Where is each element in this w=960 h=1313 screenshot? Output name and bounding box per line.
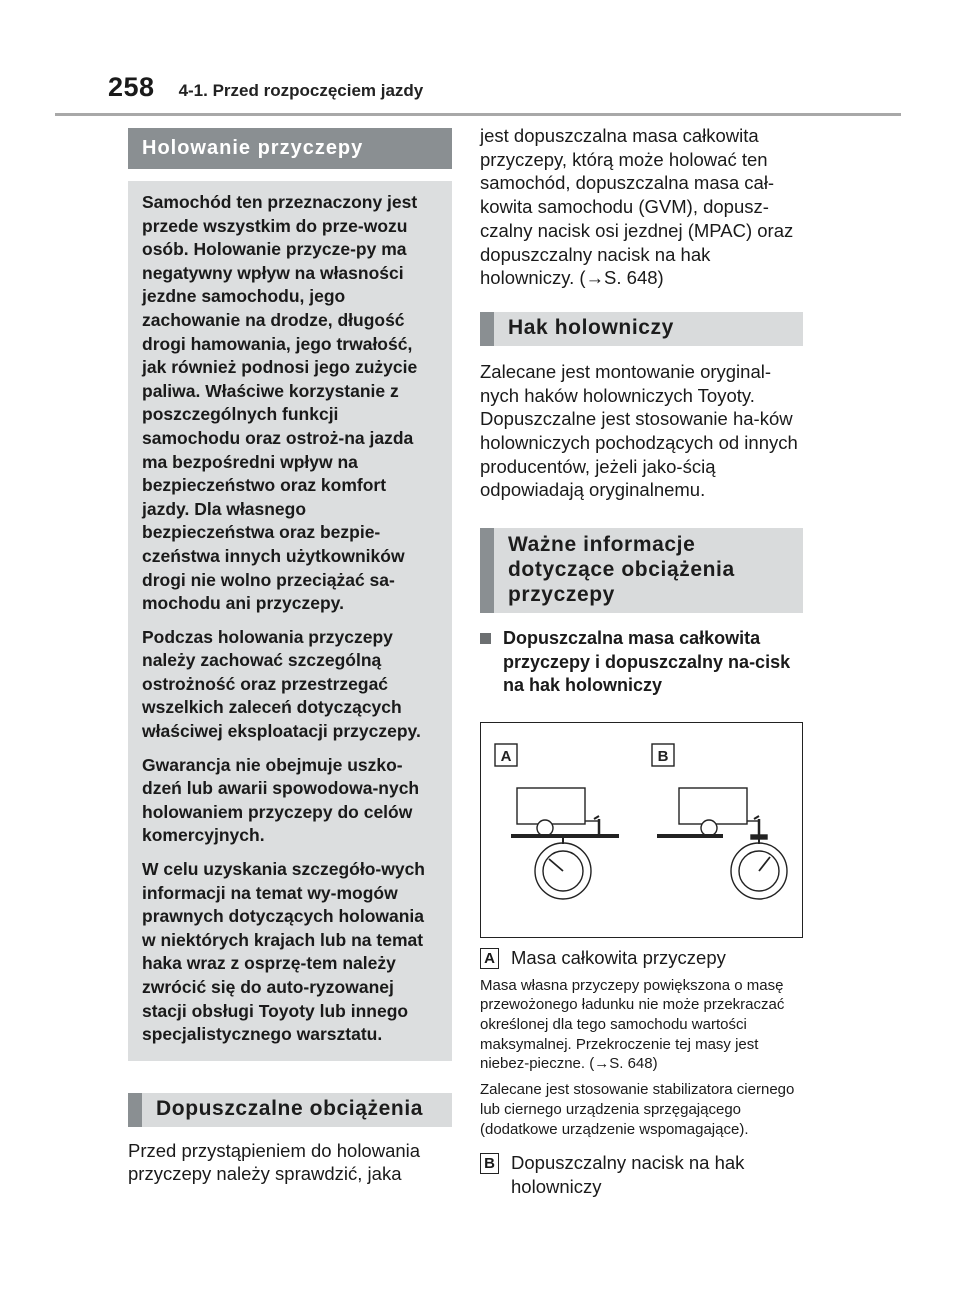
figure-label-b: B	[657, 747, 669, 765]
note-paragraph-4: W celu uzyskania szczegóło-wych informacji na temat wy-mogów prawnych dotyczących holowania w niektórych krajach lub na temat haka wraz z osprzę-tem należy zwrócić się do auto-ryzowanej stacji obsługi Toyoty lub innego specjalistycznego warsztatu.	[142, 859, 425, 1045]
definition-b-title: Dopuszczalny nacisk na hak holowniczy	[511, 1152, 745, 1197]
note-paragraph-1: Samochód ten przeznaczony jest przede wszystkim do prze-wozu osób. Holowanie przycze-py ma negatywny wpływ na własności jezdne samochodu, jego zachowanie na drodze, długość drogi hamowania, jego trwałość, jak również podnosi jego zużycie paliwa. Właściwe korzystanie z poszczególnych funkcji samochodu oraz ostroż-na jazda ma bezpośredni wpływ na bezpieczeństwo oraz komfort jazdy. Dla własnego bezpieczeństwa oraz bezpie-czeństwa innych użytkowników drogi nie wolno przeciążać sa-mochodu ani przyczepy.	[142, 192, 418, 614]
definition-b-label: B	[480, 1153, 499, 1174]
page-number: 258	[108, 72, 155, 102]
right-column	[480, 124, 803, 1199]
header-divider	[55, 113, 901, 116]
definition-a-label: A	[480, 948, 499, 969]
note-paragraph-3: Gwarancja nie obejmuje uszko-dzeń lub awarii spowodowa-nych holowaniem przyczepy do celów komercyjnych.	[142, 754, 420, 846]
figure-label-a: A	[500, 747, 512, 765]
trailer-b-wheel	[701, 820, 717, 836]
trailer-a-wheel	[537, 820, 553, 836]
loads-heading: Dopuszczalne obciążenia	[128, 1093, 452, 1127]
trailer-scale-illustration	[481, 723, 804, 939]
hitch-heading: Hak holowniczy	[480, 312, 803, 346]
towing-banner: Holowanie przyczepy	[128, 128, 452, 169]
towing-note-box	[128, 181, 452, 1061]
trailer-a-body	[517, 788, 585, 824]
bullet-text: Dopuszczalna masa całkowita przyczepy i dopuszczalny na-cisk na hak holowniczy	[503, 628, 791, 696]
load-info-heading: Ważne informacje dotyczące obciążenia przyczepy	[480, 528, 803, 613]
definition-b	[480, 1151, 803, 1198]
note-paragraph-2: Podczas holowania przyczepy należy zachować szczególną ostrożność oraz przestrzegać wszelkich zaleceń dotyczących właściwej eksploatacji przyczepy.	[142, 626, 421, 742]
bullet-item	[480, 627, 803, 698]
section-title: 4-1. Przed rozpoczęciem jazdy	[178, 81, 424, 100]
loads-text: Przed przystąpieniem do holowania przyczepy należy sprawdzić, jaka	[128, 1139, 421, 1185]
left-column	[128, 128, 452, 1186]
definition-a-title: Masa całkowita przyczepy	[511, 946, 726, 968]
page-header	[108, 72, 423, 112]
continued-text: jest dopuszczalna masa całkowita przyczepy, którą może holować ten samochód, dopuszczalna masa cał-kowita samochodu (GVM), dopusz-czalny nacisk osi jezdnej (MPAC) oraz dopuszczalny nacisk na hak holowniczy. (→S. 648)	[480, 125, 794, 289]
bullet-square-icon	[480, 633, 491, 644]
definition-a-text-2: Zalecane jest stosowanie stabilizatora ciernego lub ciernego urządzenia sprzęgającego (dodatkowe urządzenie wspomagające).	[480, 1081, 795, 1138]
definition-a-text-1: Masa własna przyczepy powiększona o masę przewożonego ładunku nie może przekraczać określonej dla tego samochodu wartości maksymalnej. Przekroczenie tej masy jest niebez-pieczne. (→S. 648)	[480, 976, 785, 1073]
definition-a	[480, 946, 803, 970]
trailer-b-body	[679, 788, 747, 824]
load-diagram	[480, 722, 803, 938]
hitch-text: Zalecane jest montowanie oryginal-nych haków holowniczych Toyoty. Dopuszczalne jest stosowanie ha-ków holowniczych pochodzących od innych producentów, jeżeli jako-ścią odpowiadają oryginalnemu.	[480, 360, 798, 501]
